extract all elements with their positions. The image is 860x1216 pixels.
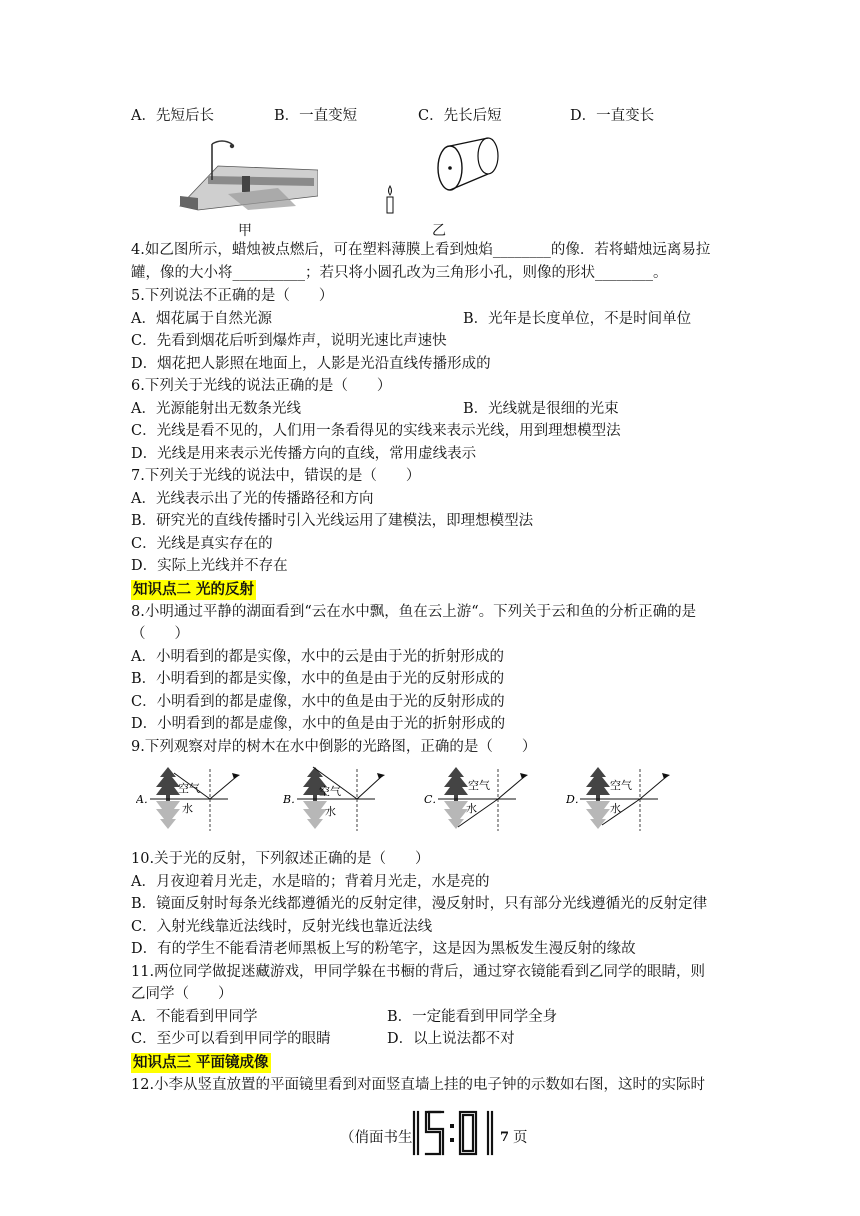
- svg-text:水: 水: [325, 805, 336, 818]
- figure-yi-caption: 乙: [432, 223, 446, 239]
- q11-option-b: B．一定能看到甲同学全身: [387, 1009, 558, 1025]
- q3-option-a: A．先短后长: [131, 108, 214, 124]
- q11-stem-line1: 11.两位同学做捉迷藏游戏，甲同学躲在书橱的背后，通过穿衣镜能看到乙同学的眼睛，则: [131, 964, 706, 980]
- svg-text:空气: 空气: [610, 779, 632, 792]
- q7-option-a: A．光线表示出了光的传播路径和方向: [131, 491, 374, 507]
- q6-option-b: B．光线就是很细的光束: [463, 401, 619, 417]
- footer-left-text: （俏面书生: [340, 1130, 413, 1146]
- q10-option-d: D．有的学生不能看清老师黑板上写的粉笔字，这是因为黑板发生漫反射的缘故: [131, 941, 636, 957]
- q7-option-d: D．实际上光线并不存在: [131, 558, 288, 574]
- q11-option-d: D．以上说法都不对: [387, 1031, 515, 1047]
- svg-text:空气: 空气: [178, 782, 200, 795]
- q5-option-d: D．烟花把人影照在地面上，人影是光沿直线传播形成的: [131, 356, 491, 372]
- q7-stem: 7.下列关于光线的说法中，错误的是（ ）: [131, 468, 421, 484]
- q6-option-c: C．光线是看不见的，人们用一条看得见的实线来表示光线，用到理想模型法: [131, 423, 621, 439]
- q10-option-b: B．镜面反射时每条光线都遵循光的反射定律，漫反射时，只有部分光线遵循光的反射定律: [131, 896, 708, 912]
- q8-option-a: A．小明看到的都是实像，水中的云是由于光的折射形成的: [131, 649, 504, 665]
- section-heading-plane-mirror: 知识点三 平面镜成像: [133, 1054, 269, 1071]
- q10-option-a: A．月夜迎着月光走，水是暗的；背着月光走，水是亮的: [131, 874, 490, 890]
- q6-option-a: A．光源能射出无数条光线: [131, 401, 301, 417]
- svg-text:水: 水: [466, 802, 477, 815]
- q8-option-d: D．小明看到的都是虚像，水中的鱼是由于光的折射形成的: [131, 716, 506, 732]
- q5-option-c: C．先看到烟花后听到爆炸声，说明光速比声速快: [131, 333, 447, 349]
- q5-option-b: B．光年是长度单位，不是时间单位: [463, 311, 692, 327]
- q3-option-b: B．一直变短: [274, 108, 358, 124]
- q10-option-c: C．入射光线靠近法线时，反射光线也靠近法线: [131, 919, 433, 935]
- svg-text:水: 水: [182, 802, 193, 815]
- svg-text:A．: A．: [136, 793, 155, 806]
- q11-option-c: C．至少可以看到甲同学的眼睛: [131, 1031, 331, 1047]
- q9-diagram-a: [136, 765, 244, 831]
- svg-text:空气: 空气: [468, 779, 490, 792]
- candle-figure: [384, 185, 396, 215]
- q8-stem-line2: （ ）: [131, 626, 189, 642]
- figure-jia-street-lamp: [178, 136, 318, 212]
- q10-stem: 10.关于光的反射，下列叙述正确的是（ ）: [131, 851, 430, 867]
- q6-stem: 6.下列关于光线的说法正确的是（ ）: [131, 378, 392, 394]
- svg-text:B．: B．: [283, 793, 303, 806]
- q9-diagram-b: [283, 765, 391, 831]
- q11-option-a: A．不能看到甲同学: [131, 1009, 258, 1025]
- q7-option-c: C．光线是真实存在的: [131, 536, 273, 552]
- svg-text:水: 水: [610, 802, 621, 815]
- q11-stem-line2: 乙同学（ ）: [131, 986, 233, 1002]
- svg-text:C．: C．: [424, 793, 444, 806]
- q9-diagram-c: [424, 765, 532, 831]
- section-heading-reflection: 知识点二 光的反射: [133, 581, 255, 598]
- svg-text:D．: D．: [566, 793, 586, 806]
- figure-yi-pinhole-can: [434, 134, 504, 192]
- q8-stem-line1: 8.小明通过平静的湖面看到“云在水中飘，鱼在云上游“。下列关于云和鱼的分析正确的是: [131, 604, 697, 620]
- figure-jia-caption: 甲: [238, 223, 252, 239]
- q9-diagram-d: [566, 765, 674, 831]
- footer-right-text: 页: [513, 1130, 528, 1146]
- q5-option-a: A．烟花属于自然光源: [131, 311, 272, 327]
- q9-stem: 9.下列观察对岸的树木在水中倒影的光路图，正确的是（ ）: [131, 739, 537, 755]
- q8-option-c: C．小明看到的都是虚像，水中的鱼是由于光的反射形成的: [131, 694, 505, 710]
- q6-option-d: D．光线是用来表示光传播方向的直线，常用虚线表示: [131, 446, 477, 462]
- q12-stem: 12.小李从竖直放置的平面镜里看到对面竖直墙上挂的电子钟的示数如右图，这时的实际时: [131, 1077, 706, 1093]
- q7-option-b: B．研究光的直线传播时引入光线运用了建模法，即理想模型法: [131, 513, 534, 529]
- q8-option-b: B．小明看到的都是实像，水中的鱼是由于光的反射形成的: [131, 671, 505, 687]
- q3-option-d: D．一直变长: [570, 108, 655, 124]
- q4-line2: 罐，像的大小将__________；若只将小圆孔改为三角形小孔，则像的形状________。: [131, 265, 668, 281]
- q5-stem: 5.下列说法不正确的是（ ）: [131, 288, 334, 304]
- q4-line1: 4.如乙图所示，蜡烛被点燃后，可在塑料薄膜上看到烛焰________的像．若将蜡烛远离易拉: [131, 242, 711, 258]
- footer-page-number: 7: [500, 1130, 510, 1145]
- digital-clock-mirror-reading: [410, 1108, 500, 1158]
- q3-option-c: C．先长后短: [418, 108, 502, 124]
- svg-text:空气: 空气: [319, 785, 341, 798]
